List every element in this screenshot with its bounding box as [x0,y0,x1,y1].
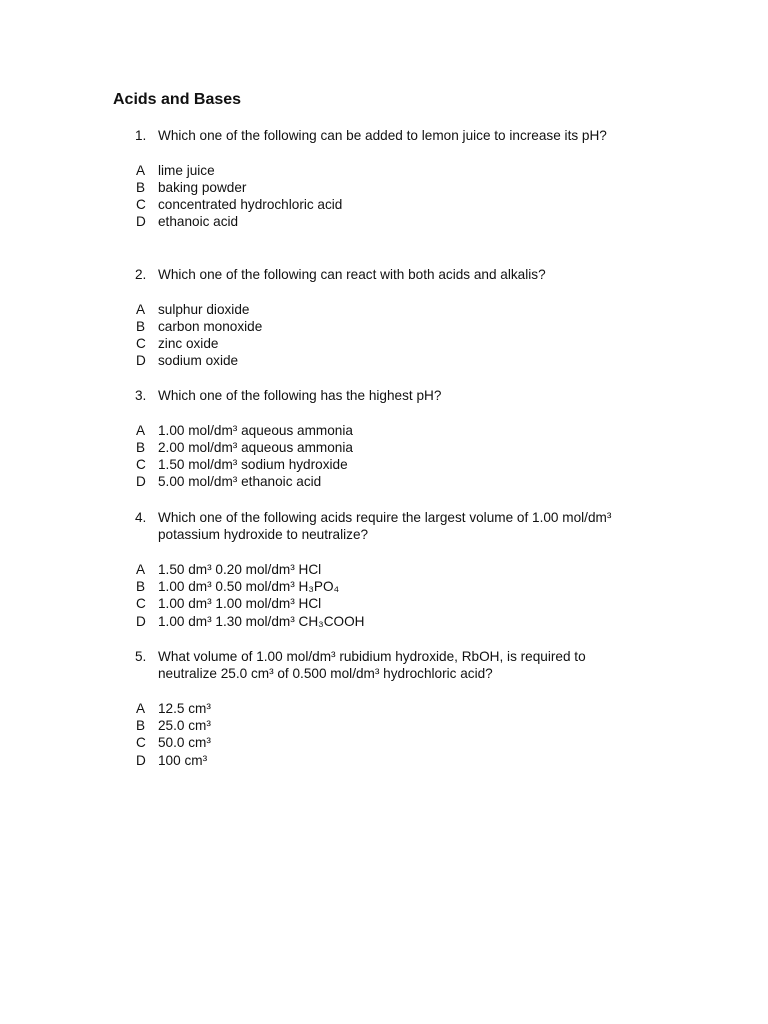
option-text: carbon monoxide [158,318,263,334]
option-text: 100 cm³ [158,752,208,768]
option-letter: B [136,318,146,334]
option-text: 1.00 mol/dm³ aqueous ammonia [158,422,353,438]
option-text: 1.00 dm³ 1.30 mol/dm³ CH₃COOH [158,613,365,629]
option-letter: C [136,735,146,751]
option-text: 5.00 mol/dm³ ethanoic acid [158,474,322,490]
question-stem [135,509,645,544]
answer-option [135,439,645,456]
question-text: Which one of the following acids require the largest volume of 1.00 mol/dm³ potassium hydroxide to neutralize? [158,510,612,543]
question-text: Which one of the following has the highest pH? [158,388,442,403]
option-text: 1.50 dm³ 0.20 mol/dm³ HCl [158,561,322,577]
question-stem [135,266,645,283]
question-stem [135,648,645,683]
answer-option [135,473,645,490]
option-letter: D [136,353,146,369]
answer-option [135,595,645,612]
option-text: 1.00 dm³ 1.00 mol/dm³ HCl [158,596,322,612]
question-number: 4. [135,510,147,525]
option-letter: B [136,579,146,595]
question-stem [135,387,645,404]
question-number: 5. [135,649,147,664]
option-letter: D [136,613,146,629]
question-4 [135,509,645,630]
option-text: baking powder [158,179,247,195]
answer-options [135,301,645,370]
question-number: 2. [135,267,147,282]
question-text: Which one of the following can be added to lemon juice to increase its pH? [158,128,607,143]
answer-option [135,179,645,196]
question-number: 3. [135,388,147,403]
option-letter: B [136,718,146,734]
option-letter: B [136,439,146,455]
question-1 [135,127,645,231]
answer-option [135,752,645,769]
answer-option [135,352,645,369]
page-title: Acids and Bases [113,91,242,108]
answer-option [135,700,645,717]
option-text: concentrated hydrochloric acid [158,197,343,213]
option-text: ethanoic acid [158,214,239,230]
question-3 [135,387,645,491]
question-text: What volume of 1.00 mol/dm³ rubidium hydroxide, RbOH, is required to neutralize 25.0 cm³ of 0.500 mol/dm³ hydrochloric acid? [158,649,586,682]
answer-option [135,335,645,352]
option-letter: A [136,301,146,317]
answer-option [135,318,645,335]
option-letter: C [136,457,146,473]
answer-options [135,162,645,231]
option-letter: D [136,474,146,490]
option-letter: A [136,422,146,438]
answer-options [135,700,645,769]
option-letter: A [136,162,146,178]
option-text: 1.00 dm³ 0.50 mol/dm³ H₃PO₄ [158,579,340,595]
option-text: zinc oxide [158,336,219,352]
option-text: lime juice [158,162,215,178]
question-5 [135,648,645,769]
question-2 [135,266,645,370]
answer-option [135,717,645,734]
option-text: 1.50 mol/dm³ sodium hydroxide [158,457,348,473]
option-letter: C [136,197,146,213]
answer-option [135,561,645,578]
answer-option [135,456,645,473]
answer-option [135,213,645,230]
option-letter: A [136,561,146,577]
option-text: sulphur dioxide [158,301,250,317]
option-text: sodium oxide [158,353,239,369]
question-stem [135,127,645,144]
answer-option [135,162,645,179]
answer-option [135,734,645,751]
option-letter: C [136,336,146,352]
question-text: Which one of the following can react with both acids and alkalis? [158,267,546,282]
answer-option [135,613,645,630]
answer-option [135,422,645,439]
question-number: 1. [135,128,147,143]
option-text: 12.5 cm³ [158,700,211,716]
option-letter: A [136,700,146,716]
option-text: 2.00 mol/dm³ aqueous ammonia [158,439,353,455]
answer-option [135,578,645,595]
answer-options [135,422,645,491]
option-letter: D [136,752,146,768]
answer-option [135,301,645,318]
option-text: 50.0 cm³ [158,735,211,751]
answer-option [135,196,645,213]
option-letter: D [136,214,146,230]
answer-options [135,561,645,630]
option-letter: B [136,179,146,195]
option-text: 25.0 cm³ [158,718,211,734]
option-letter: C [136,596,146,612]
